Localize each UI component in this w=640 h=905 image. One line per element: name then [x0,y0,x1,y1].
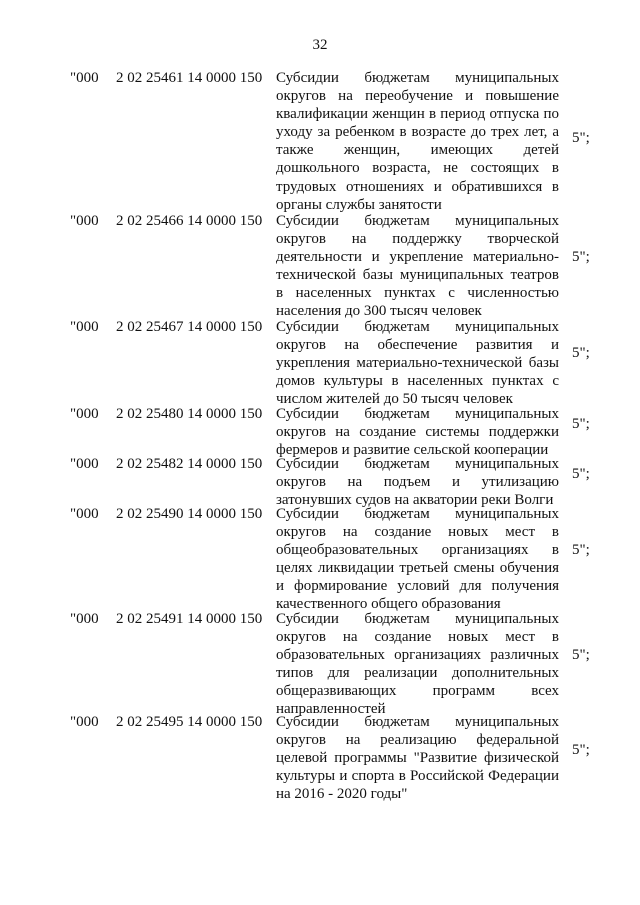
row-description: Субсидии бюджетам муниципальных округов на подъем и утилизацию затонувших судов на акватории реки Волги [276,456,559,509]
row-suffix: 5"; [572,647,590,663]
row-suffix: 5"; [572,466,590,482]
row-prefix: "000 [70,319,99,335]
row-description: Субсидии бюджетам муниципальных округов на обеспечение развития и укрепления материально-технической базы домов культуры в населенных пунктах с числом жителей до 50 тысяч человек [276,319,559,408]
budget-code: 2 02 25466 14 0000 150 [116,213,263,229]
row-prefix: "000 [70,70,99,86]
row-description: Субсидии бюджетам муниципальных округов на создание новых мест в образовательных организациях различных типов для реализации дополнительных общеразвивающих программ всех направленностей [276,611,559,718]
budget-code: 2 02 25480 14 0000 150 [116,406,263,422]
budget-code: 2 02 25495 14 0000 150 [116,714,263,730]
budget-code: 2 02 25490 14 0000 150 [116,506,263,522]
row-description: Субсидии бюджетам муниципальных округов на реализацию федеральной целевой программы "Развитие физической культуры и спорта в Российской Федерации на 2016 - 2020 годы" [276,714,559,803]
budget-code: 2 02 25467 14 0000 150 [116,319,263,335]
row-description: Субсидии бюджетам муниципальных округов на поддержку творческой деятельности и укрепление материально-технической базы муниципальных театров в населенных пунктах с численностью населения до 300 тысяч человек [276,213,559,320]
budget-code: 2 02 25491 14 0000 150 [116,611,263,627]
row-description: Субсидии бюджетам муниципальных округов на создание системы поддержки фермеров и развитие сельской кооперации [276,406,559,459]
row-prefix: "000 [70,714,99,730]
row-prefix: "000 [70,406,99,422]
row-prefix: "000 [70,506,99,522]
row-prefix: "000 [70,611,99,627]
row-prefix: "000 [70,456,99,472]
row-suffix: 5"; [572,542,590,558]
budget-code: 2 02 25482 14 0000 150 [116,456,263,472]
budget-code: 2 02 25461 14 0000 150 [116,70,263,86]
row-suffix: 5"; [572,345,590,361]
row-suffix: 5"; [572,249,590,265]
page-number: 32 [312,37,328,53]
row-prefix: "000 [70,213,99,229]
row-description: Субсидии бюджетам муниципальных округов на переобучение и повышение квалификации женщин в период отпуска по уходу за ребенком в возрасте до трех лет, а также женщин, имеющих детей дошкольного возраста, не состоящих в трудовых отношениях и обратившихся в органы службы занятости [276,70,559,213]
row-suffix: 5"; [572,130,590,146]
row-suffix: 5"; [572,416,590,432]
row-suffix: 5"; [572,742,590,758]
row-description: Субсидии бюджетам муниципальных округов на создание новых мест в общеобразовательных организациях в целях ликвидации третьей смены обучения и формирование условий для получения качественного общего образования [276,506,559,613]
